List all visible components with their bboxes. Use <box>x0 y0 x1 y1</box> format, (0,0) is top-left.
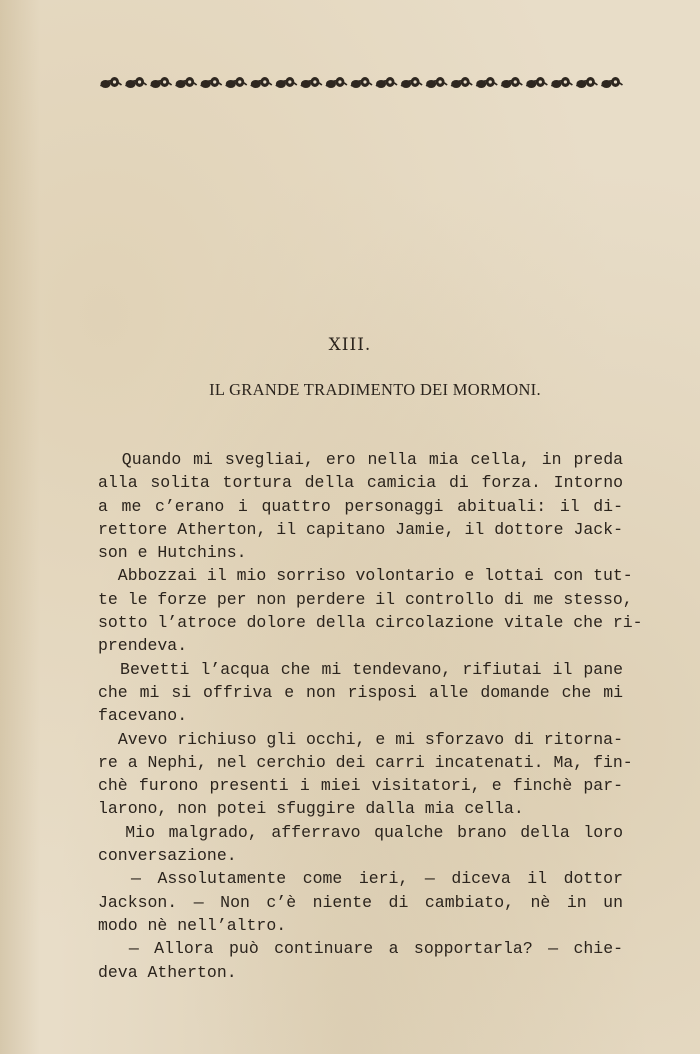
ornament-motif <box>451 77 472 88</box>
text-line: re a Nephi, nel cerchio dei carri incatenati. Ma, fin- <box>98 752 633 772</box>
text-line: Avevo richiuso gli occhi, e mi sforzavo di ritorna- <box>98 729 623 749</box>
chapter-number: XIII. <box>328 335 372 355</box>
ornament-motif <box>426 77 447 88</box>
ornament-motif <box>551 77 572 88</box>
text-line: deva Atherton. <box>98 962 237 982</box>
ornament-motif <box>326 77 347 88</box>
ornament-motif <box>176 77 197 88</box>
ornament-motif <box>101 77 122 88</box>
text-line: son e Hutchins. <box>98 543 247 563</box>
text-line: Quando mi svegliai, ero nella mia cella, in preda <box>98 450 623 469</box>
text-line: conversazione. <box>98 846 237 866</box>
chapter-body-text <box>98 448 643 984</box>
floral-border-ornament <box>98 74 624 92</box>
ornament-motif <box>601 77 622 88</box>
ornament-motif <box>126 77 147 88</box>
text-line: Abbozzai il mio sorriso volontario e lottai con tut- <box>98 566 633 586</box>
chapter-title: IL GRANDE TRADIMENTO DEI MORMONI. <box>209 380 541 399</box>
ornament-motif <box>251 77 272 88</box>
ornament-motif <box>401 77 422 88</box>
text-line: facevano. <box>98 706 188 726</box>
ornament-motif <box>501 77 522 88</box>
ornament-motif <box>226 77 247 88</box>
text-line: Mio malgrado, afferravo qualche brano della loro <box>98 822 623 842</box>
ornament-motif <box>276 77 297 88</box>
text-line: larono, non potei sfuggire dalla mia cella. <box>98 799 524 819</box>
text-line: Jackson. — Non c’è niente di cambiato, nè in un <box>98 892 623 912</box>
text-line: chè furono presenti i miei visitatori, e finchè par- <box>98 776 623 796</box>
ornament-motif <box>376 77 397 88</box>
ornament-motif <box>151 77 172 88</box>
text-line: rettore Atherton, il capitano Jamie, il dottore Jack- <box>98 519 623 539</box>
text-line: Bevetti l’acqua che mi tendevano, rifiutai il pane <box>98 659 623 679</box>
ornament-motif <box>476 77 497 88</box>
text-line: sotto l’atroce dolore della circolazione vitale che ri- <box>98 613 643 633</box>
ornament-motif <box>301 77 322 88</box>
ornament-motif <box>526 77 547 88</box>
text-line: — Assolutamente come ieri, — diceva il dottor <box>98 869 623 889</box>
text-line: — Allora può continuare a sopportarla? — chie- <box>98 939 623 959</box>
text-line: a me c’erano i quattro personaggi abituali: il di- <box>98 496 623 516</box>
text-line: che mi si offriva e non risposi alle domande che mi <box>98 682 623 702</box>
ornament-motif <box>351 77 372 88</box>
text-line: prendeva. <box>98 636 188 656</box>
text-line: te le forze per non perdere il controllo di me stesso, <box>98 589 633 609</box>
ornament-motif <box>576 77 597 88</box>
text-line: alla solita tortura della camicia di forza. Intorno <box>98 473 623 493</box>
ornament-motif <box>201 77 222 88</box>
text-line: modo nè nell’altro. <box>98 915 287 935</box>
